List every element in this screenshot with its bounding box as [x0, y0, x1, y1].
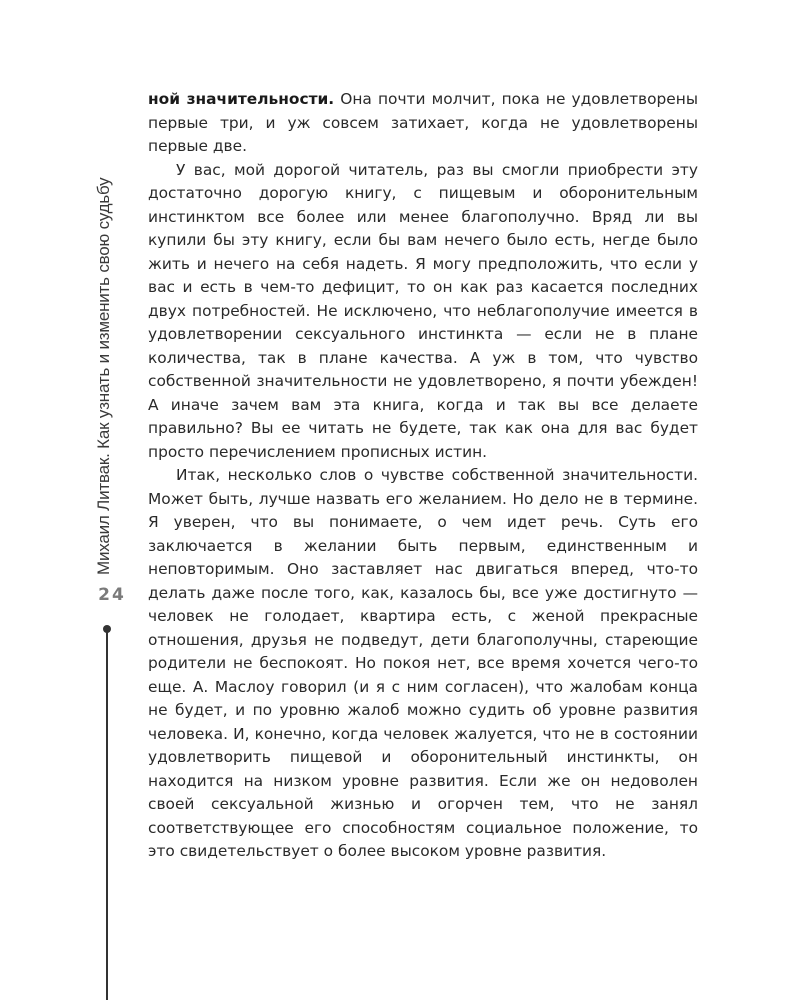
paragraph-3: Итак, несколько слов о чувстве собственной значительности. Может быть, лучше назвать его желанием. Но дело не в термине. Я уверен, что вы понимаете, о чем идет речь. Суть его заключается в желании быть первым, единственным и неповторимым. Оно заставляет нас двигаться вперед, что-то делать даже после того, как, казалось бы, все уже достигнуто — человек не голодает, квартира есть, с женой прекрасные отношения, друзья не подведут, дети благополучны, стареющие родители не беспокоят. Но покоя нет, все время хочется чего-то еще. А. Маслоу говорил (и я с ним согласен), что жалобам конца не будет, и по уровню жалоб можно судить об уровне развития человека. И, конечно, когда человек жалуется, что не в состоянии удовлетворить пищевой и оборонительный инстинкты, он находится на низком уровне развития. Если же он недоволен своей сексуальной жизнью и огорчен тем, что не занял соответствующее его способностям социальное положение, то это свидетельствует о более высоком уровне развития.: [148, 466, 698, 860]
paragraph-1: [148, 88, 698, 159]
body-text: [148, 88, 698, 864]
running-title: Михаил Литвак. Как узнать и изменить свою судьбу: [94, 177, 113, 575]
paragraph-1-text: Она почти молчит, пока не удовлетворены первые три, и уж совсем затихает, когда не удовлетворены первые две.: [148, 90, 698, 155]
margin-rule-line: [106, 629, 108, 1000]
paragraph-2: У вас, мой дорогой читатель, раз вы смогли приобрести эту достаточно дорогую книгу, с пищевым и оборонительным инстинктом все более или менее благополучно. Вряд ли вы купили бы эту книгу, если бы вам нечего было есть, негде было жить и нечего на себя надеть. Я могу предположить, что если у вас и есть в чем-то дефицит, то он как раз касается последних двух потребностей. Не исключено, что неблагополучие имеется в удовлетворении сексуального инстинкта — если не в плане количества, так в плане качества. А уж в том, что чувство собственной значительности не удовлетворено, я почти убежден! А иначе зачем вам эта книга, когда и так вы все делаете правильно? Вы ее читать не будете, так как она для вас будет просто перечислением прописных истин.: [148, 160, 698, 461]
page-number: 24: [98, 585, 126, 605]
bold-lead: ной значительности.: [148, 90, 335, 108]
